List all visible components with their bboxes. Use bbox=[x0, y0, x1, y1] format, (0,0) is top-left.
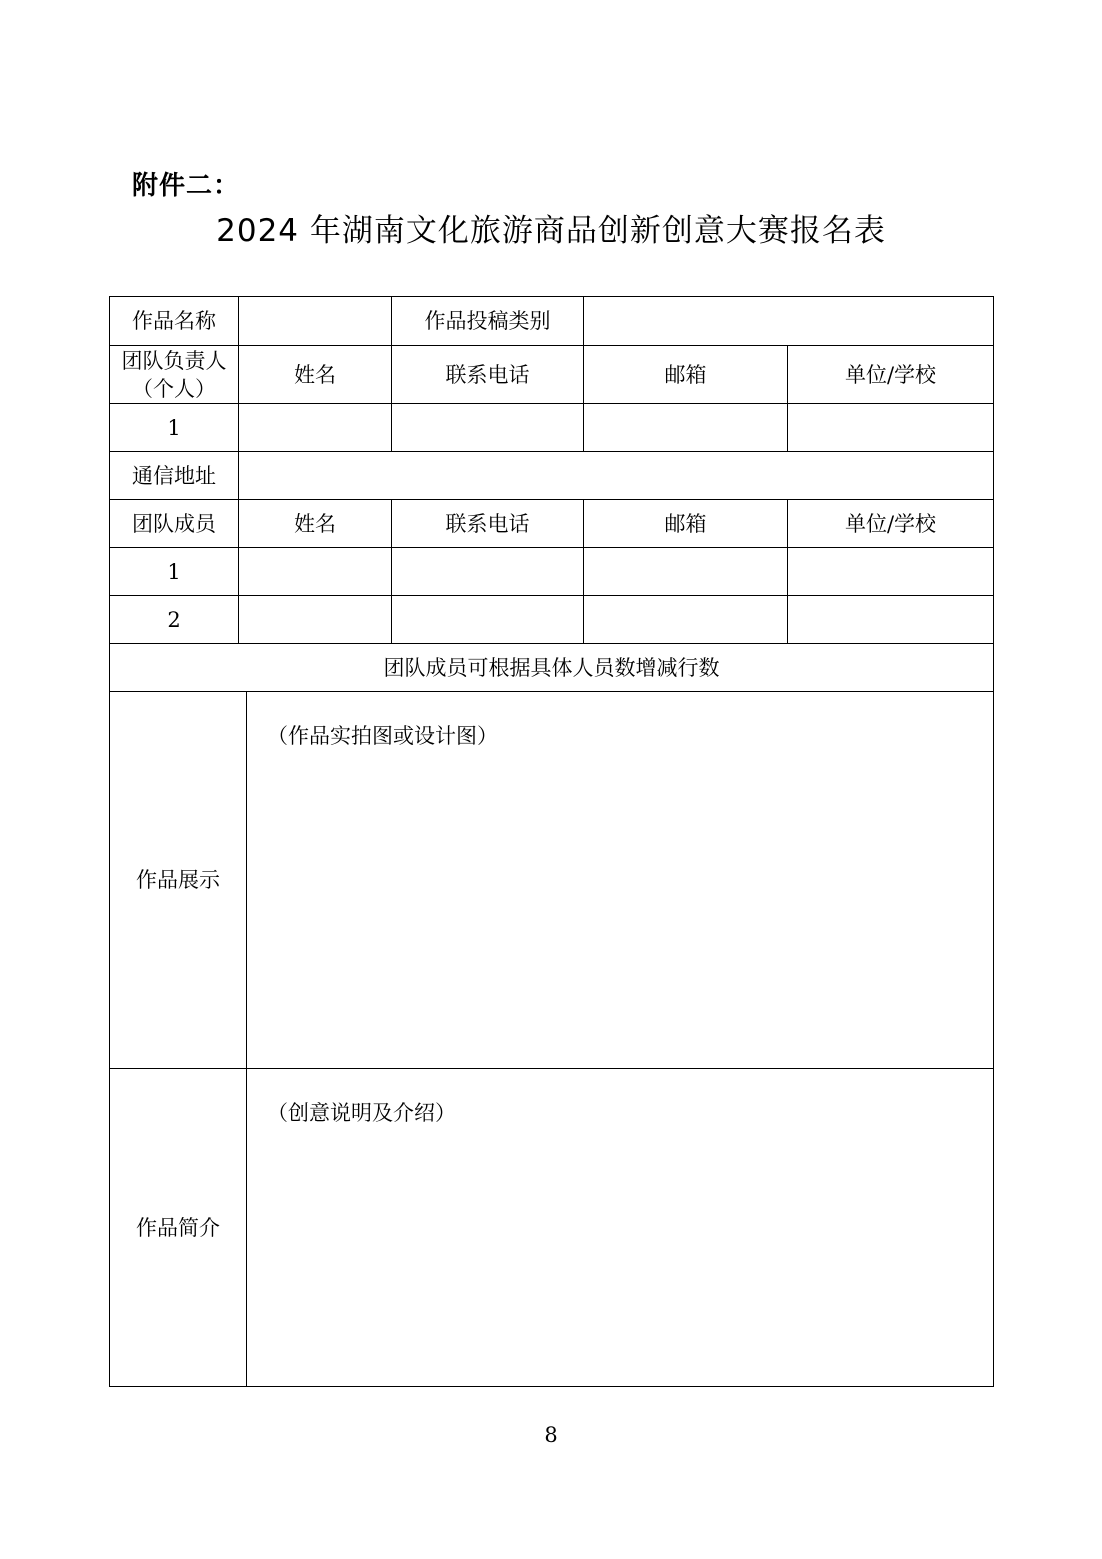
intro-row bbox=[110, 1069, 994, 1387]
leader-org-field[interactable] bbox=[788, 404, 994, 452]
intro-hint: （创意说明及介绍） bbox=[267, 1101, 456, 1125]
member-name-field[interactable] bbox=[239, 548, 392, 596]
leader-phone-field[interactable] bbox=[392, 404, 584, 452]
leader-label: 团队负责人（个人） bbox=[110, 346, 239, 404]
work-info-row bbox=[110, 297, 994, 346]
intro-label: 作品简介 bbox=[110, 1069, 247, 1387]
category-label: 作品投稿类别 bbox=[392, 297, 584, 346]
table-row bbox=[110, 548, 994, 596]
display-hint: （作品实拍图或设计图） bbox=[267, 724, 498, 748]
member-email-field[interactable] bbox=[584, 596, 788, 644]
members-note: 团队成员可根据具体人员数增减行数 bbox=[110, 644, 994, 692]
column-header-name: 姓名 bbox=[239, 500, 392, 548]
intro-area[interactable] bbox=[247, 1069, 994, 1387]
member-name-field[interactable] bbox=[239, 596, 392, 644]
table-row bbox=[110, 596, 994, 644]
address-row bbox=[110, 452, 994, 500]
column-header-org: 单位/学校 bbox=[788, 346, 994, 404]
row-index: 2 bbox=[110, 596, 239, 644]
page-number: 8 bbox=[544, 1423, 558, 1447]
member-phone-field[interactable] bbox=[392, 548, 584, 596]
address-field[interactable] bbox=[239, 452, 994, 500]
column-header-phone: 联系电话 bbox=[392, 346, 584, 404]
member-org-field[interactable] bbox=[788, 596, 994, 644]
display-area[interactable] bbox=[247, 692, 994, 1069]
registration-form-table bbox=[109, 296, 994, 1387]
page-title: 2024 年湖南文化旅游商品创新创意大赛报名表 bbox=[216, 213, 886, 249]
column-header-email: 邮箱 bbox=[584, 500, 788, 548]
column-header-org: 单位/学校 bbox=[788, 500, 994, 548]
attachment-label: 附件二： bbox=[132, 171, 241, 201]
address-label: 通信地址 bbox=[110, 452, 239, 500]
member-org-field[interactable] bbox=[788, 548, 994, 596]
work-name-field[interactable] bbox=[239, 297, 392, 346]
row-index: 1 bbox=[110, 404, 239, 452]
display-label: 作品展示 bbox=[110, 692, 247, 1069]
column-header-phone: 联系电话 bbox=[392, 500, 584, 548]
column-header-email: 邮箱 bbox=[584, 346, 788, 404]
category-field[interactable] bbox=[584, 297, 994, 346]
members-label: 团队成员 bbox=[110, 500, 239, 548]
leader-header-row bbox=[110, 346, 994, 404]
table-row bbox=[110, 404, 994, 452]
leader-email-field[interactable] bbox=[584, 404, 788, 452]
leader-name-field[interactable] bbox=[239, 404, 392, 452]
member-email-field[interactable] bbox=[584, 548, 788, 596]
row-index: 1 bbox=[110, 548, 239, 596]
members-header-row bbox=[110, 500, 994, 548]
display-row bbox=[110, 692, 994, 1069]
member-phone-field[interactable] bbox=[392, 596, 584, 644]
work-name-label: 作品名称 bbox=[110, 297, 239, 346]
column-header-name: 姓名 bbox=[239, 346, 392, 404]
members-note-row bbox=[110, 644, 994, 692]
